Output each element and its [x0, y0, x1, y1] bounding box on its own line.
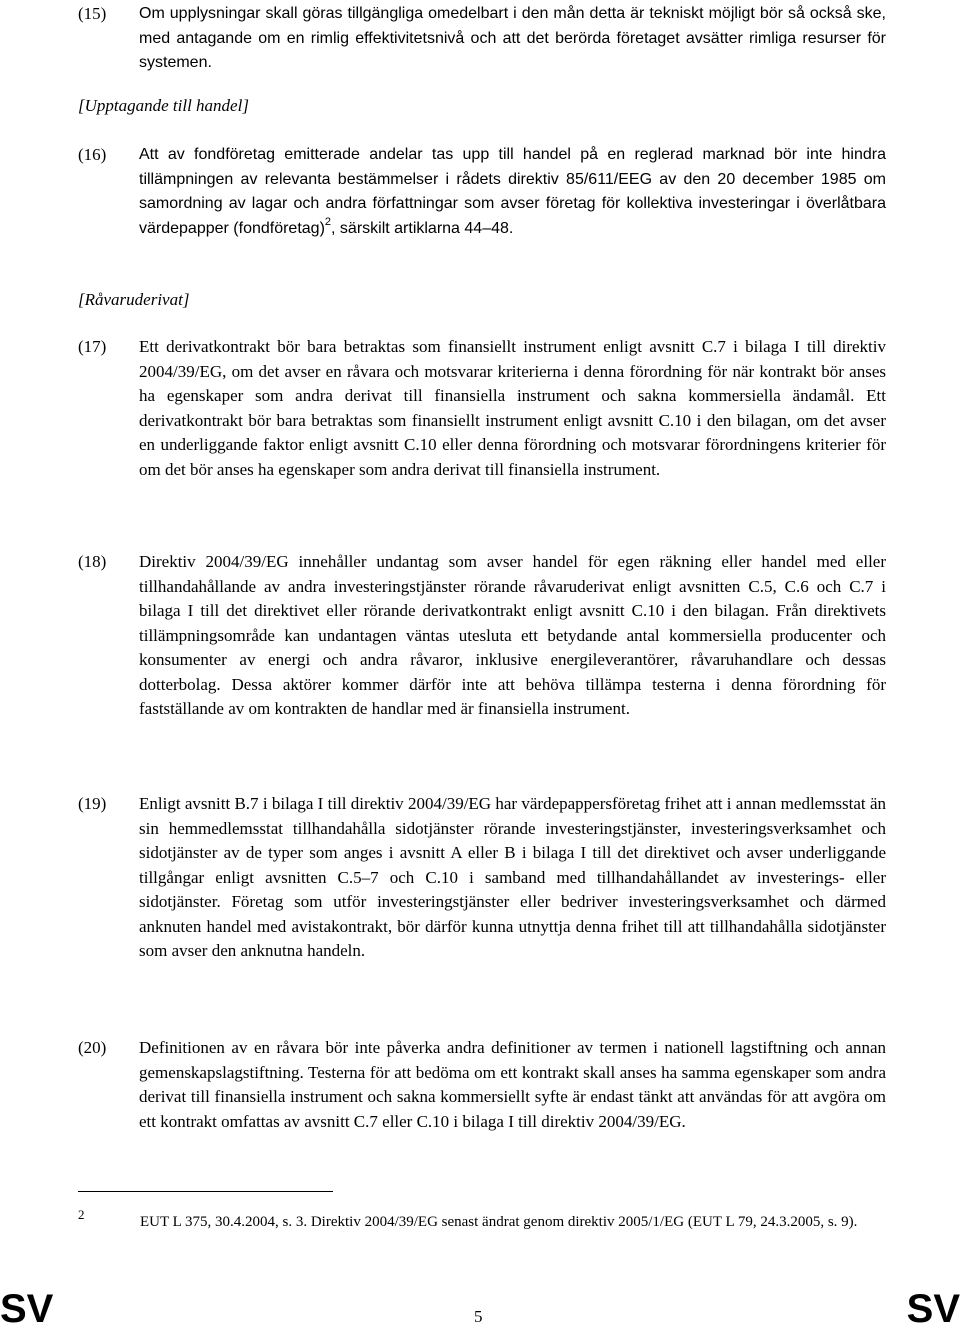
- language-code-right: SV: [906, 1287, 960, 1331]
- footnote-text: EUT L 375, 30.4.2004, s. 3. Direktiv 2004/39/EG senast ändrat genom direktiv 2005/1/EG (EUT L 79, 24.3.2005, s. 9).: [140, 1214, 858, 1230]
- paragraph-text: Definitionen av en råvara bör inte påverka andra definitioner av termen i nationell lagstiftning och annan gemenskapslagstiftning. Testerna för att bedöma om ett kontrakt skall anses ha samma egenskaper som andra derivat till finansiella instrument och sakna kommersiellt syfte är endast tänkt att användas för att avgöra om ett kontrakt omfattas av avsnitt C.7 eller C.10 i bilaga I till direktiv 2004/39/EG.: [139, 1038, 886, 1131]
- paragraph-text: [139, 143, 886, 241]
- paragraph-number: (15): [78, 4, 107, 23]
- section-heading-ravaruderivat: [Råvaruderivat]: [78, 290, 190, 309]
- paragraph-text: Ett derivatkontrakt bör bara betraktas som finansiellt instrument enligt avsnitt C.7 i bilaga I till direktiv 2004/39/EG, om det avser en råvara och motsvarar kriterierna i denna förordning för när kontrakt bör anses ha egenskaper som andra derivat till finansiella instrument och sakna kommersiella ändamål. Ett derivatkontrakt bör bara betraktas som finansiellt instrument enligt avsnitt C.10 i den bilagan, om det avser en underliggande faktor enligt avsnitt C.10 eller denna förordning och motsvarar förordningens kriterier för om det bör anses ha egenskaper som andra derivat till finansiella instrument.: [139, 337, 886, 479]
- paragraph-text-part: Att av fondföretag emitterade andelar tas upp till handel på en reglerad marknad bör inte hindra tillämpningen av relevanta bestämmelser i rådets direktiv 85/611/EEG av den 20 december 1985 om samordning av lagar och andra författningar som avser företag för kollektiva investeringar i överlåtbara värdepapper (fondföretag): [139, 146, 886, 237]
- paragraph-number: (16): [78, 145, 107, 164]
- paragraph-number: (19): [78, 794, 107, 813]
- page-number: 5: [474, 1307, 483, 1326]
- footnote-divider: [78, 1191, 333, 1192]
- footnote-number: 2: [78, 1207, 85, 1222]
- paragraph-number: (18): [78, 552, 107, 571]
- paragraph-text: Enligt avsnitt B.7 i bilaga I till direktiv 2004/39/EG har värdepappersföretag frihet att i annan medlemsstat än sin hemmedlemsstat tillhandahålla sidotjänster rörande investeringstjänster, investeringsverksamhet och sidotjänster av de typer som anges i avsnitt A eller B i bilaga I till det direktivet och avser underliggande tillgångar enligt avsnitten C.5–7 och C.10 i samband med tillhandahållandet av investerings- eller sidotjänster. Företag som utför investeringstjänster eller bedriver investeringsverksamhet och därmed anknuten handel med avistakontrakt, bör därför kunna utnyttja denna frihet till att tillhandahålla sidotjänster som avser den anknutna handeln.: [139, 794, 886, 960]
- paragraph-number: (20): [78, 1038, 107, 1057]
- paragraph-text: Om upplysningar skall göras tillgängliga omedelbart i den mån detta är tekniskt möjligt bör så också ske, med antagande om en rimlig effektivitetsnivå och att det berörda företaget avsätter rimliga resurser för systemen.: [139, 5, 886, 71]
- paragraph-number: (17): [78, 337, 107, 356]
- paragraph-text-part: , särskilt artiklarna 44–48.: [331, 219, 514, 237]
- footnote-reference: 2: [324, 216, 332, 229]
- section-heading-upptagande: [Upptagande till handel]: [78, 96, 249, 115]
- paragraph-text: Direktiv 2004/39/EG innehåller undantag som avser handel för egen räkning eller handel med eller tillhandahållande av andra investeringstjänster rörande råvaruderivat enligt avsnitten C.5, C.6 och C.7 i bilaga I till det direktivet eller rörande derivatkontrakt enligt avsnitt C.10 i den bilagan. Från direktivets tillämpningsområde kan undantagen väntas utesluta ett betydande antal kommersiella producenter och konsumenter av energi och andra råvaror, inklusive energileverantörer, råvaruhandlare och dessas dotterbolag. Dessa aktörer kommer därför inte att behöva tillämpa testerna i denna förordning för fastställande av om kontrakten de handlar med är finansiella instrument.: [139, 552, 886, 718]
- language-code-left: SV: [0, 1287, 54, 1331]
